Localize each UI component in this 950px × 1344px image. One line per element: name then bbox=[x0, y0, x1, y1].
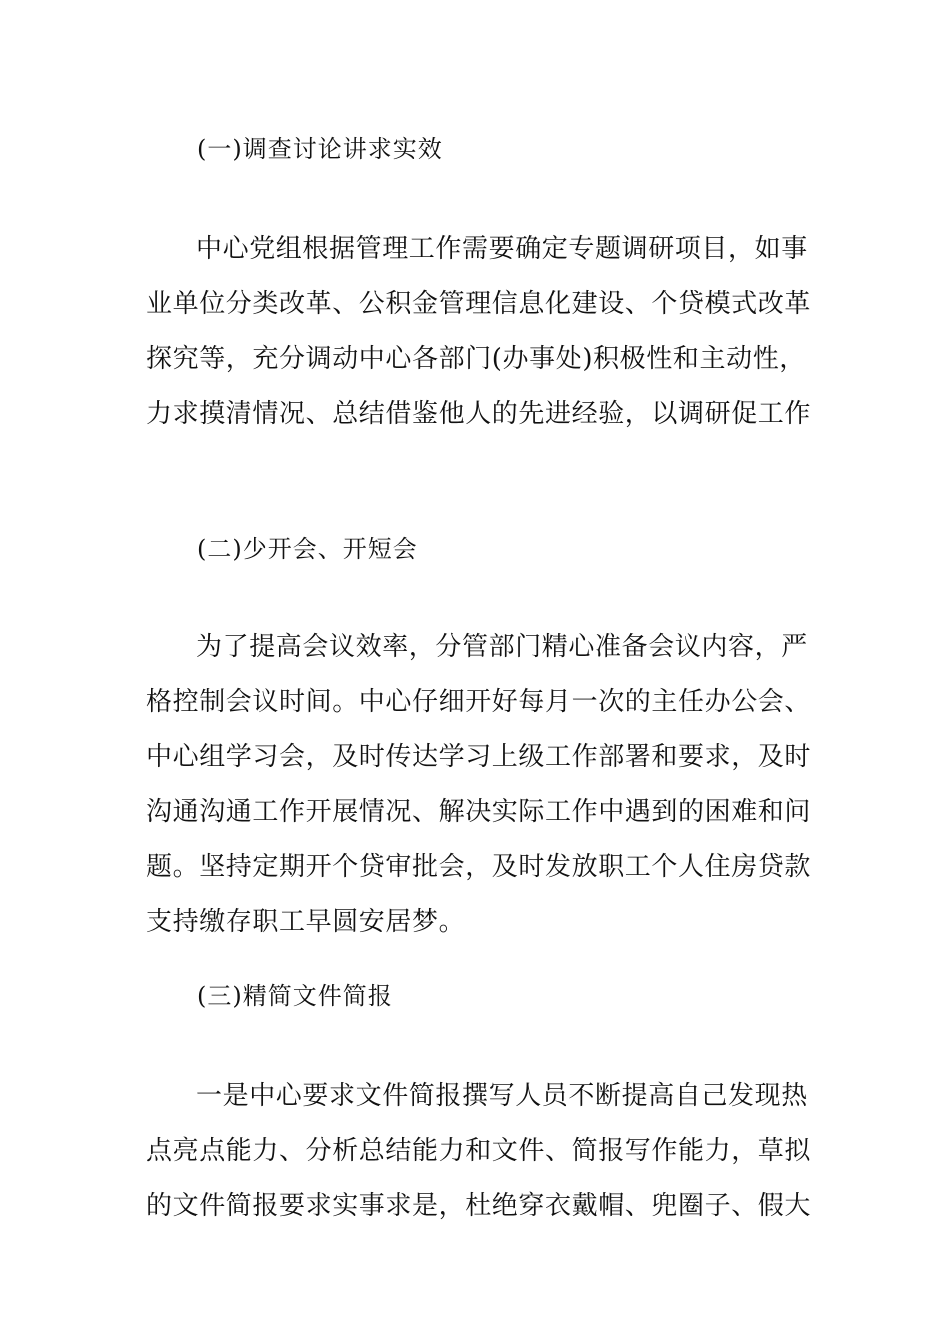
paragraph-line: 格控制会议时间。中心仔细开好每月一次的主任办公会、 bbox=[146, 687, 812, 717]
section-paragraph-3 bbox=[146, 1076, 812, 1241]
paragraph-line: 力求摸清情况、总结借鉴他人的先进经验，以调研促工作 bbox=[146, 399, 812, 429]
paragraph-line: 为了提高会议效率，分管部门精心准备会议内容，严 bbox=[196, 632, 808, 662]
section-heading-2: (二)少开会、开短会 bbox=[197, 535, 418, 563]
paragraph-line: 的文件简报要求实事求是，杜绝穿衣戴帽、兜圈子、假大 bbox=[146, 1191, 812, 1221]
paragraph-line: 业单位分类改革、公积金管理信息化建设、个贷模式改革 bbox=[146, 289, 812, 319]
paragraph-line: 一是中心要求文件简报撰写人员不断提高自己发现热 bbox=[196, 1081, 808, 1111]
paragraph-line: 探究等，充分调动中心各部门(办事处)积极性和主动性， bbox=[146, 344, 806, 374]
section-heading-3: (三)精简文件简报 bbox=[197, 982, 393, 1010]
paragraph-line: 点亮点能力、分析总结能力和文件、简报写作能力，草拟 bbox=[146, 1136, 812, 1166]
paragraph-line: 中心组学习会，及时传达学习上级工作部署和要求，及时 bbox=[146, 742, 812, 772]
section-heading-1: (一)调查讨论讲求实效 bbox=[197, 135, 443, 163]
section-paragraph-2 bbox=[146, 627, 812, 957]
section-paragraph-1 bbox=[146, 229, 812, 449]
paragraph-line: 中心党组根据管理工作需要确定专题调研项目，如事 bbox=[196, 234, 808, 264]
paragraph-line: 支持缴存职工早圆安居梦。 bbox=[146, 907, 466, 937]
paragraph-line: 题。坚持定期开个贷审批会，及时发放职工个人住房贷款 bbox=[146, 852, 812, 882]
paragraph-line: 沟通沟通工作开展情况、解决实际工作中遇到的困难和问 bbox=[146, 797, 812, 827]
